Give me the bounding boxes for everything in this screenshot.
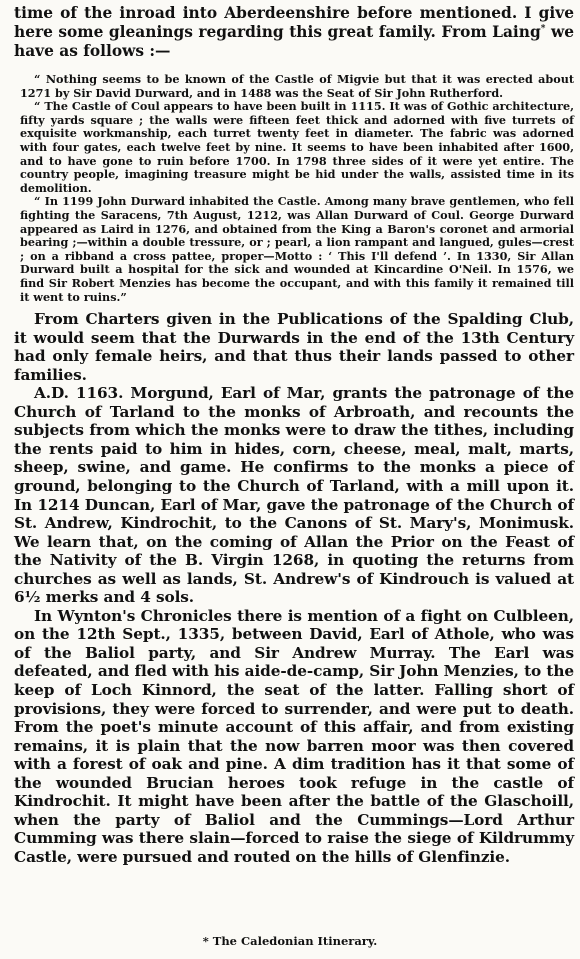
intro-paragraph — [14, 4, 574, 61]
intro-text: time of the inroad into Aberdeenshire before mentioned. I give here some gleanings regarding this great family. From Laing — [14, 4, 574, 41]
quote-paragraph: “ The Castle of Coul appears to have been built in 1115. It was of Gothic architecture, fifty yards square ; the walls were fifteen feet thick and adorned with five turrets of exquisite workmanship, each turret twenty feet in diameter. The fabric was adorned with four gates, each twelve feet by nine. It seems to have been inhabited after 1600, and to have gone to ruin before 1700. In 1798 three sides of it were yet entire. The country people, imagining treasure might be hid under the walls, assisted time in its demolition. — [20, 99, 574, 195]
footnote: * The Caledonian Itinerary. — [202, 934, 378, 948]
body-paragraph: A.D. 1163. Morgund, Earl of Mar, grants the patronage of the Church of Tarland to the monks of Arbroath, and recounts the subjects from which the monks were to draw the tithes, including the rents paid to him in hides, corn, cheese, meal, malt, marts, sheep, swine, and game. He confirms to the monks a piece of ground, belonging to the Church of Tarland, with a mill upon it. In 1214 Duncan, Earl of Mar, gave the patronage of the Church of St. Andrew, Kindrochit, to the Canons of St. Mary's, Monimusk. We learn that, on the coming of Allan the Prior on the Feast of the Nativity of the B. Virgin 1268, in quoting the returns from churches as well as lands, St. Andrew's of Kindrouch is valued at 6½ merks and 4 sols. — [14, 384, 574, 607]
quote-paragraph: “ In 1199 John Durward inhabited the Castle. Among many brave gentlemen, who fell fighting the Saracens, 7th August, 1212, was Allan Durward of Coul. George Durward appeared as Laird in 1276, and obtained from the King a Baron's coronet and armorial bearing ;—within a double tressure, or ; pearl, a lion rampant and langued, gules—crest ; on a ribband a cross pattee, proper—Motto : ‘ This I'll defend ’. In 1330, Sir Allan Durward built a hospital for the sick and wounded at Kincardine O'Neil. In 1576, we find Sir Robert Menzies has become the occupant, and with this family it remained till it went to ruins.” — [20, 194, 574, 304]
footnote-mark: * — [540, 23, 546, 34]
quoted-passage — [14, 73, 574, 304]
body-paragraph: In Wynton's Chronicles there is mention of a fight on Culbleen, on the 12th Sept., 1335, between David, Earl of Athole, who was of the Baliol party, and Sir Andrew Murray. The Earl was defeated, and fled with his aide-de-camp, Sir John Menzies, to the keep of Loch Kinnord, the seat of the latter. Falling short of provisions, they were forced to surrender, and were put to death. From the poet's minute account of this affair, and from existing remains, it is plain that the now barren moor was then covered with a forest of oak and pine. A dim tradition has it that some of the wounded Brucian heroes took refuge in the castle of Kindrochit. It might have been after the battle of the Glaschoill, when the party of Baliol and the Cummings—Lord Arthur Cumming was there slain—forced to raise the siege of Kildrummy Castle, were pursued and routed on the hills of Glenfinzie. — [14, 606, 574, 866]
quote-paragraph: “ Nothing seems to be known of the Castle of Migvie but that it was erected about 1271 by Sir David Durward, and in 1488 was the Seat of Sir John Rutherford. — [20, 72, 574, 100]
body-text — [14, 310, 574, 866]
body-paragraph: From Charters given in the Publications of the Spalding Club, it would seem that the Durwards in the end of the 13th Century had only female heirs, and that thus their lands passed to other families. — [14, 310, 574, 384]
intro-tail: we have as follows :— — [14, 23, 574, 60]
